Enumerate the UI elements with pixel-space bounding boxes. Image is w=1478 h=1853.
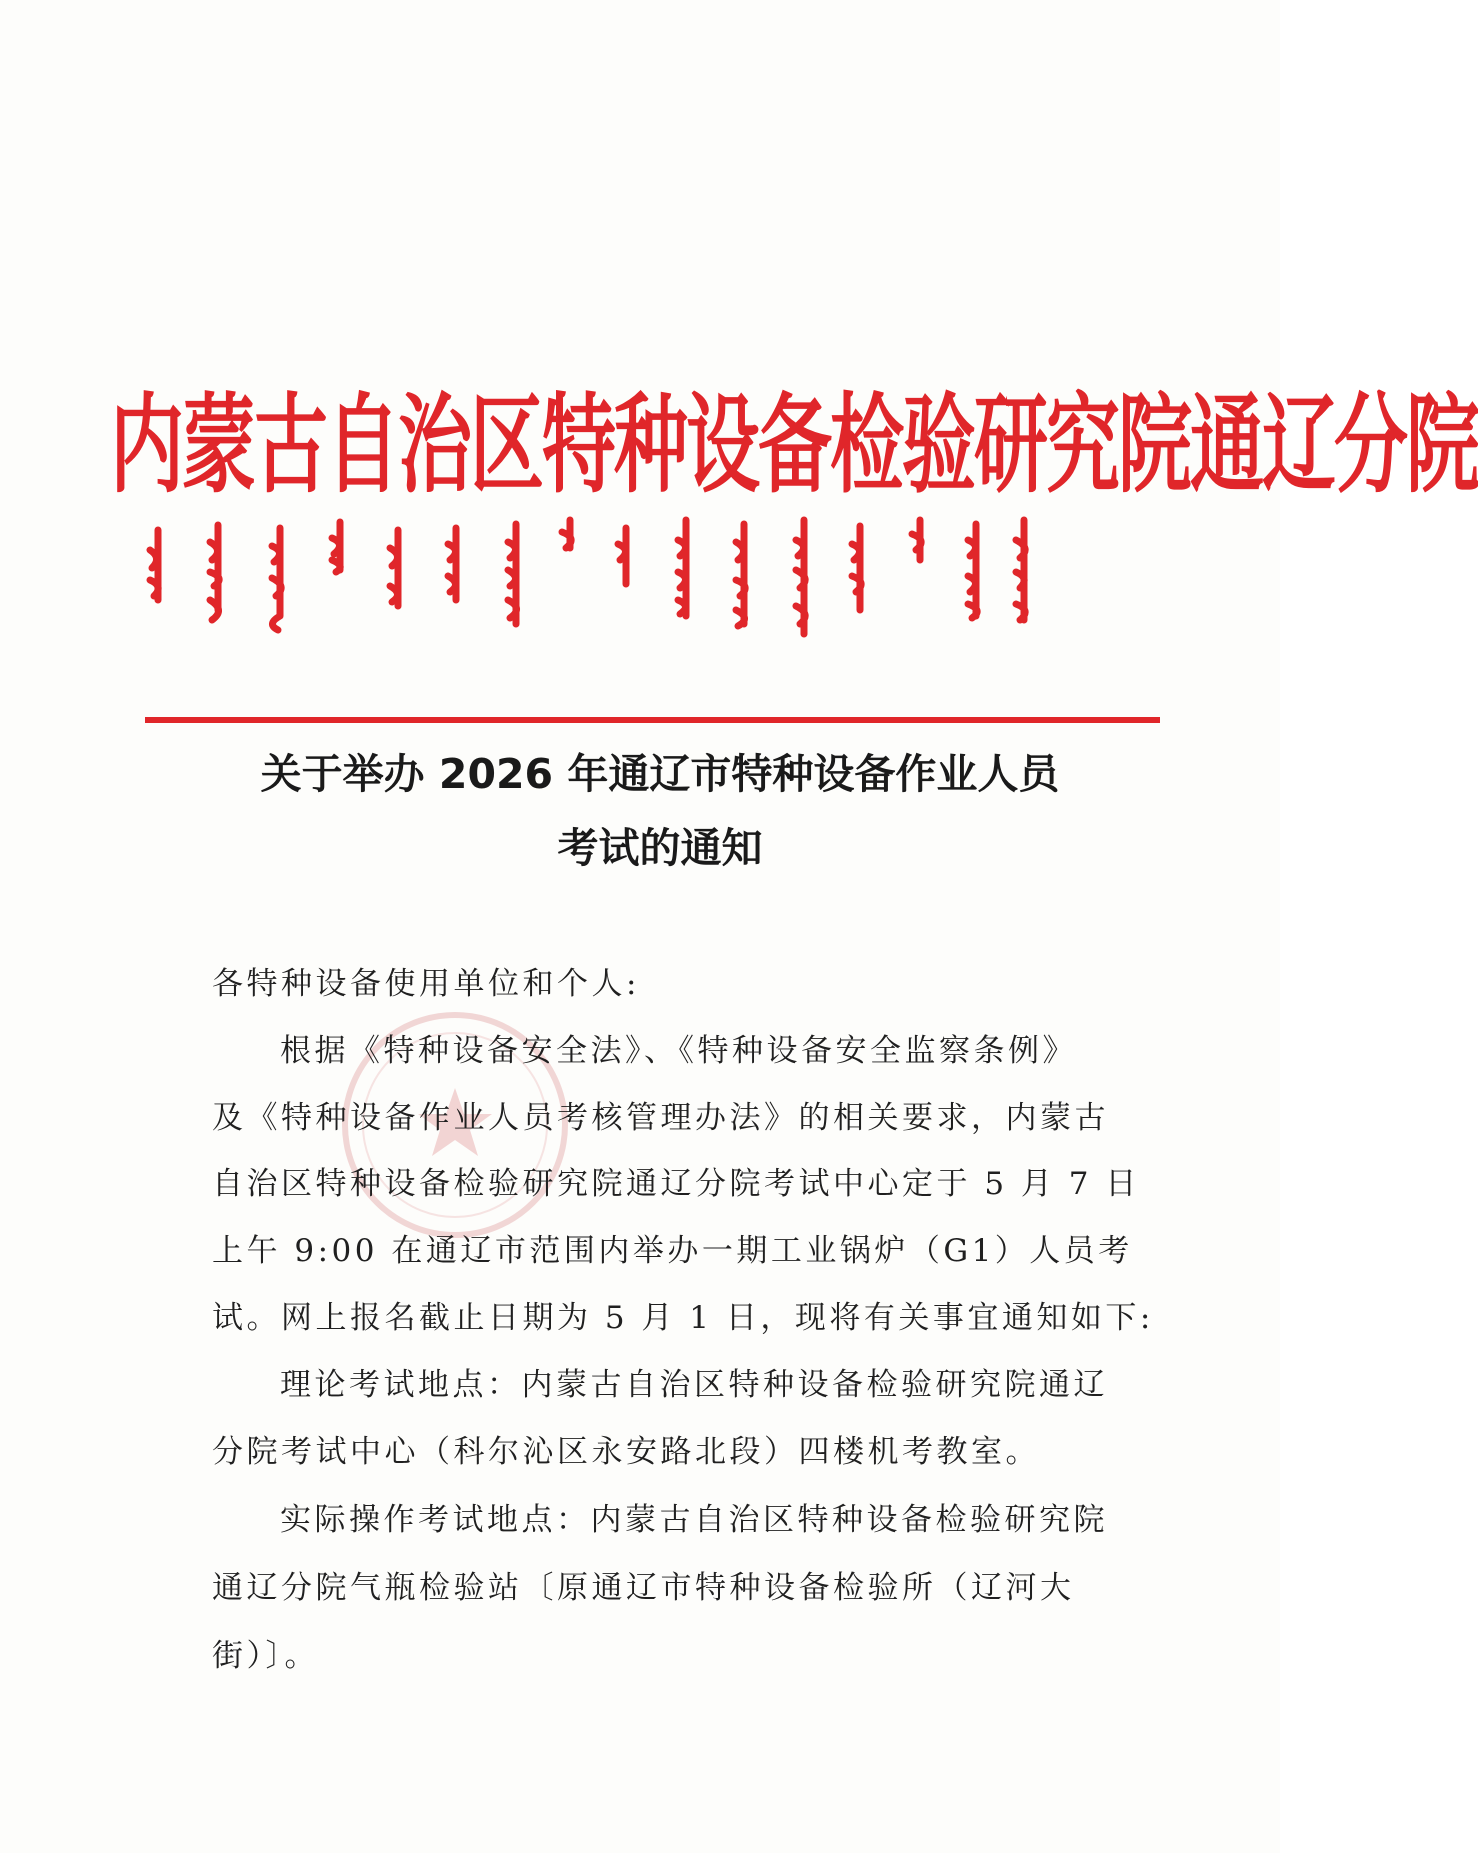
body-line-1: 根据《特种设备安全法》、《特种设备安全监察条例》 [280,1033,1077,1069]
header-divider [145,717,1160,723]
body-line-6: 理论考试地点：内蒙古自治区特种设备检验研究院通辽 [280,1367,1108,1403]
body-line-3: 自治区特种设备检验研究院通辽分院考试中心定于 5 月 7 日 [212,1166,1140,1202]
body-line-2: 及《特种设备作业人员考核管理办法》的相关要求，内蒙古 [212,1100,1109,1136]
body-line-7: 分院考试中心（科尔沁区永安路北段）四楼机考教室。 [212,1434,1040,1470]
notice-title-line-2: 考试的通知 [557,824,763,872]
org-name-header: 内蒙古自治区特种设备检验研究院通辽分院 [110,383,1478,508]
body-line-10: 街）〕。 [212,1638,319,1674]
salutation: 各特种设备使用单位和个人: [212,966,640,1002]
mongolian-script-header [140,520,1180,640]
notice-title-line-1: 关于举办 2026 年通辽市特种设备作业人员 [260,750,1060,798]
body-line-9: 通辽分院气瓶检验站〔原通辽市特种设备检验所（辽河大 [212,1570,1075,1606]
body-line-5: 试。网上报名截止日期为 5 月 1 日，现将有关事宜通知如下: [212,1300,1154,1336]
body-line-4: 上午 9:00 在通辽市范围内举办一期工业锅炉（G1）人员考 [212,1233,1133,1269]
body-line-8: 实际操作考试地点：内蒙古自治区特种设备检验研究院 [280,1502,1108,1538]
